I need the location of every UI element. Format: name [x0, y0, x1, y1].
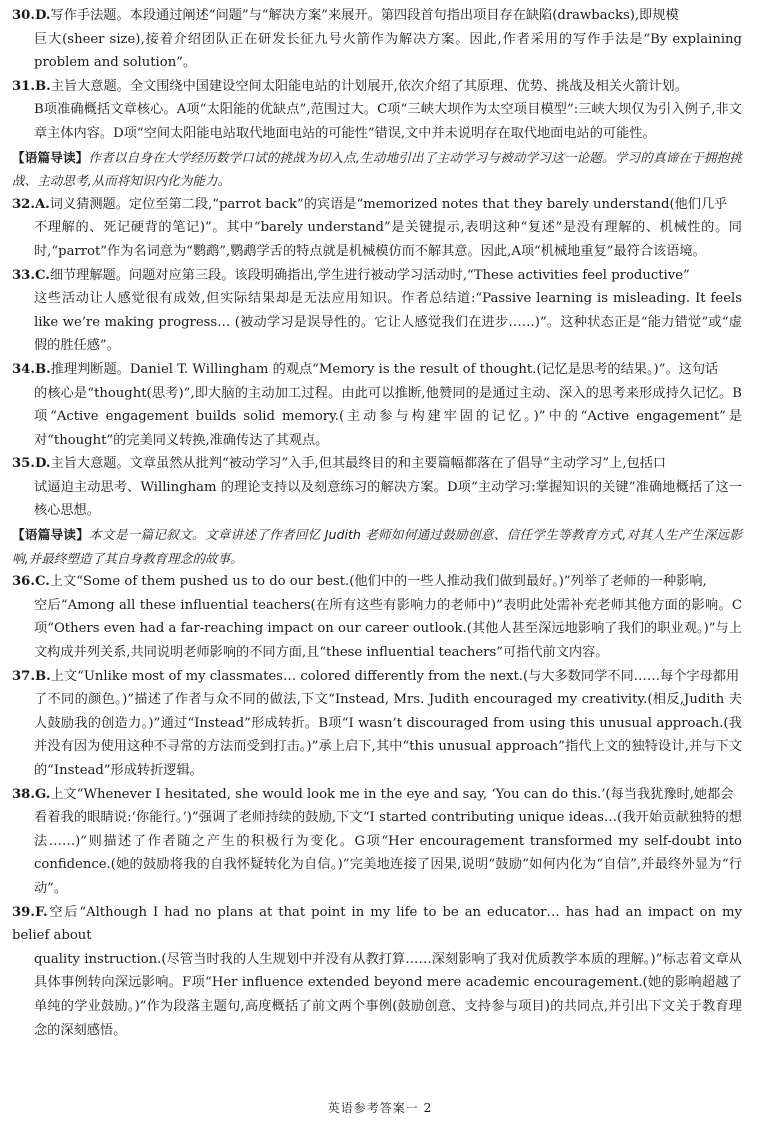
guide-body: 作者以自身在大学经历数学口试的挑战为切入点,生动地引出了主动学习与被动学习这一论题。学习的真谛在于拥抱挑战、主动思考,从而将知识内化为能力。 — [12, 149, 742, 189]
item-first-line: 主旨大意题。文章虽然从批判“被动学习”入手,但其最终目的和主要篇幅都落在了倡导“主动学习”上,包括口 — [50, 456, 667, 472]
item-answer: B. — [34, 78, 51, 94]
item-explanation: 巨大(sheer size),接着介绍团队正在研发长征九号火箭作为解决方案。因此,作者采用的写作手法是“By explaining problem and solution”。 — [34, 31, 742, 71]
item-explanation: quality instruction.(尽管当时我的人生规划中并没有从教打算……深刻影响了我对优质教学本质的理解。)”标志着文章从具体事例转向深远影响。F项“Her influence extended beyond mere academic encouragement.(她的影响超越了单纯的学业鼓励。)”作为段落主题句,高度概括了前文两个事例(鼓励创意、支持参与项目)的共同点,并引出下文关于教育理念的深刻感悟。 — [34, 951, 742, 1038]
page-footer: 英语参考答案一 2 — [327, 1101, 433, 1115]
item-first-line: 词义猜测题。定位至第二段,“parrot back”的宾语是“memorized notes that they barely understand(他们几乎 — [49, 196, 728, 212]
answer-item-30 — [12, 4, 742, 75]
item-number: 30. — [12, 8, 35, 23]
answer-item-37 — [12, 665, 742, 783]
item-explanation: 试逼迫主动思考、Willingham 的理论支持以及刻意练习的解决方案。D项“主动学习:掌握知识的关键”准确地概括了这一核心思想。 — [34, 479, 742, 519]
passage-guide-1 — [12, 146, 742, 193]
item-answer: D. — [34, 8, 51, 23]
item-first-line: 空后“Although I had no plans at that point in my life to be an educator… has had an impact on my belief about — [12, 904, 742, 944]
answer-item-36 — [12, 570, 742, 664]
item-explanation: 了不同的颜色。)”描述了作者与众不同的做法,下文“Instead, Mrs. Judith encouraged my creativity.(相反,Judith 夫人鼓励我的创造力。)”通过“Instead”形成转折。B项“I wasn’t discouraged from using this unusual approach.(我并没有因为使用这种不寻常的方法而受到打击。)”承上启下,其中“this unusual approach”指代上文的独特设计,并与下文的“Instead”形成转折逻辑。 — [34, 692, 742, 778]
answer-item-33 — [12, 264, 742, 358]
item-first-line: 主旨大意题。全文围绕中国建设空间太阳能电站的计划展开,依次介绍了其原理、优势、挑战及相关火箭计划。 — [50, 78, 688, 94]
item-answer: A. — [34, 196, 50, 212]
item-number: 39. — [12, 904, 35, 920]
item-answer: G. — [34, 786, 51, 802]
item-answer: F. — [34, 904, 48, 920]
item-explanation: 这些活动让人感觉很有成效,但实际结果却是无法应用知识。作者总结道:“Passive learning is misleading. It feels like we’re making progress… (被动学习是误导性的。它让人感觉我们在进步……)”。这种状态正是“能力错觉”或“虚假的胜任感”。 — [34, 291, 742, 354]
passage-guide-2 — [12, 523, 742, 570]
item-number: 33. — [12, 267, 35, 283]
item-number: 31. — [12, 78, 35, 94]
item-first-line: 上文“Some of them pushed us to do our best.(他们中的一些人推动我们做到最好。)”列举了老师的一种影响, — [49, 574, 707, 590]
item-first-line: 上文“Whenever I hesitated, she would look me in the eye and say, ‘You can do this.’(每当我犹豫时,她都会 — [50, 786, 734, 802]
item-first-line: 写作手法题。本段通过阐述“问题”与“解决方案”来展开。第四段首句指出项目存在缺陷(drawbacks),即规模 — [50, 8, 679, 23]
item-explanation: B项准确概括文章核心。A项“太阳能的优缺点”,范围过大。C项“三峡大坝作为太空项目模型”:三峡大坝仅为引入例子,非文章主体内容。D项“空间太阳能电站取代地面电站的可能性”错误,文中并未说明存在取代地面电站的可能性。 — [34, 102, 742, 141]
item-answer: C. — [34, 574, 50, 590]
item-explanation: 空后“Among all these influential teachers(在所有这些有影响力的老师中)”表明此处需补充老师其他方面的影响。C项“Others even had a far-reaching impact on our career outlook.(其他人甚至深远地影响了我们的职业观。)”与上文构成并列关系,共同说明老师影响的不同方面,且“these influential teachers”可指代前文内容。 — [34, 597, 742, 661]
item-explanation: 不理解的、死记硬背的笔记)”。其中“barely understand”是关键提示,表明这种“复述”是没有理解的、机械性的。同时,“parrot”作为名词意为“鹦鹉”,鹦鹉学舌的特点就是机械模仿而不解其意。因此,A项“机械地重复”最符合该语境。 — [34, 220, 742, 259]
item-answer: C. — [34, 267, 50, 283]
answer-item-39 — [12, 901, 742, 1043]
item-number: 38. — [12, 786, 35, 802]
item-explanation: 看着我的眼睛说:‘你能行。’)”强调了老师持续的鼓励,下文“I started contributing unique ideas…(我开始贡献独特的想法……)”则描述了作者随之产生的积极行为变化。G项“Her encouragement transformed my self-doubt into confidence.(她的鼓励将我的自我怀疑转化为自信。)”完美地连接了因果,说明“鼓励”如何内化为“自信”,并最终外显为“行动”。 — [34, 810, 742, 896]
answer-item-35 — [12, 452, 742, 523]
item-first-line: 细节理解题。问题对应第三段。该段明确指出,学生进行被动学习活动时,“These activities feel productive” — [49, 267, 690, 283]
item-answer: B. — [34, 668, 51, 684]
answer-item-38 — [12, 783, 742, 901]
item-number: 34. — [12, 361, 35, 377]
item-number: 35. — [12, 456, 35, 472]
item-answer: B. — [34, 361, 51, 377]
answer-item-34 — [12, 358, 742, 452]
item-number: 32. — [12, 196, 35, 212]
item-answer: D. — [34, 456, 51, 472]
item-first-line: 推理判断题。Daniel T. Willingham 的观点“Memory is the result of thought.(记忆是思考的结果。)”。这句话 — [50, 361, 719, 377]
guide-body: 本文是一篇记叙文。文章讲述了作者回忆 Judith 老师如何通过鼓励创意、信任学生等教育方式,对其人生产生深远影响,并最终塑造了其自身教育理念的故事。 — [12, 527, 742, 566]
item-number: 36. — [12, 574, 35, 590]
item-explanation: 的核心是“thought(思考)”,即大脑的主动加工过程。由此可以推断,他赞同的是通过主动、深入的思考来形成持久记忆。B项“Active engagement builds solid memory.(主动参与构建牢固的记忆。)”中的“Active engagement”是对“thought”的完美同义转换,准确传达了其观点。 — [34, 385, 742, 448]
answer-item-31 — [12, 75, 742, 146]
answer-item-32 — [12, 193, 742, 264]
guide-tag: 【语篇导读】 — [12, 527, 90, 543]
guide-tag: 【语篇导读】 — [12, 149, 89, 165]
item-number: 37. — [12, 668, 35, 684]
item-first-line: 上文“Unlike most of my classmates… colored differently from the next.(与大多数同学不同……每个字母都用 — [50, 668, 740, 684]
